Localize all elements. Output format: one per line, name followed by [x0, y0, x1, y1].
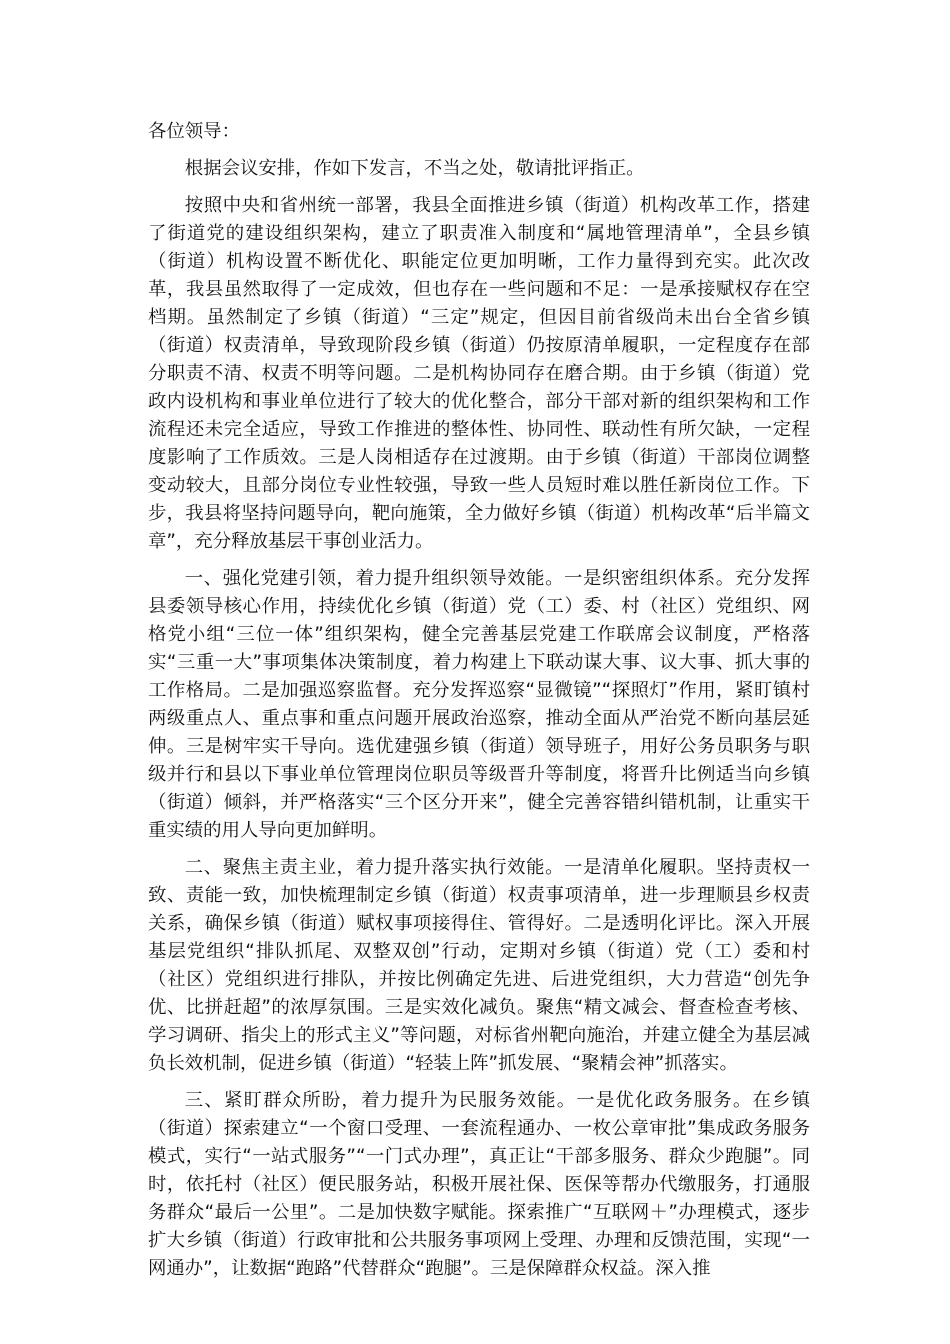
section-one-paragraph: 一、强化党建引领，着力提升组织领导效能。一是织密组织体系。充分发挥县委领导核心作用，持续优化乡镇（街道）党（工）委、村（社区）党组织、网格党小组“三位一体”组织架构，健全完善基层党建工作联席会议制度，严格落实“三重一大”事项集体决策制度，着力构建上下联动谋大事、议大事、抓大事的工作格局。二是加强巡察监督。充分发挥巡察“显微镜”“探照灯”作用，紧盯镇村两级重点人、重点事和重点问题开展政治巡察，推动全面从严治党不断向基层延伸。三是树牢实干导向。选优建强乡镇（街道）领导班子，用好公务员职务与职级并行和县以下事业单位管理岗位职员等级晋升等制度，将晋升比例适当向乡镇（街道）倾斜，并严格落实“三个区分开来”，健全完善容错纠错机制，让重实干重实绩的用人导向更加鲜明。 [148, 568, 810, 841]
background-paragraph: 按照中央和省州统一部署，我县全面推进乡镇（街道）机构改革工作，搭建了街道党的建设组织架构，建立了职责准入制度和“属地管理清单”，全县乡镇（街道）机构设置不断优化、职能定位更加明晰，工作力量得到充实。此次改革，我县虽然取得了一定成效，但也存在一些问题和不足：一是承接赋权存在空档期。虽然制定了乡镇（街道）“三定”规定，但因目前省级尚未出台全省乡镇（街道）权责清单，导致现阶段乡镇（街道）仍按原清单履职，一定程度存在部分职责不清、权责不明等问题。二是机构协同存在磨合期。由于乡镇（街道）党政内设机构和事业单位进行了较大的优化整合，部分干部对新的组织架构和工作流程还未完全适应，导致工作推进的整体性、协同性、联动性有所欠缺，一定程度影响了工作质效。三是人岗相适存在过渡期。由于乡镇（街道）干部岗位调整变动较大，且部分岗位专业性较强，导致一些人员短时难以胜任新岗位工作。下步，我县将坚持问题导向，靶向施策，全力做好乡镇（街道）机构改革“后半篇文章”，充分释放基层干事创业活力。 [148, 195, 810, 552]
section-two-paragraph: 二、聚焦主责主业，着力提升落实执行效能。一是清单化履职。坚持责权一致、责能一致，加快梳理制定乡镇（街道）权责事项清单，进一步理顺县乡权责关系，确保乡镇（街道）赋权事项接得住、管得好。二是透明化评比。深入开展基层党组织“排队抓尾、双整双创”行动，定期对乡镇（街道）党（工）委和村（社区）党组织进行排队，并按比例确定先进、后进党组织，大力营造“创先争优、比拼赶超”的浓厚氛围。三是实效化减负。聚焦“精文减会、督查检查考核、学习调研、指尖上的形式主义”等问题，对标省州靶向施治，并建立健全为基层减负长效机制，促进乡镇（街道）“轻装上阵”抓发展、“聚精会神”抓落实。 [148, 857, 810, 1074]
section-three-paragraph: 三、紧盯群众所盼，着力提升为民服务效能。一是优化政务服务。在乡镇（街道）探索建立“一个窗口受理、一套流程通办、一枚公章审批”集成政务服务模式，实行“一站式服务”“一门式办理”，真正让“干部多服务、群众少跑腿”。同时，依托村（社区）便民服务站，积极开展社保、医保等帮办代缴服务，打通服务群众“最后一公里”。二是加快数字赋能。探索推广“互联网＋”办理模式，逐步扩大乡镇（街道）行政审批和公共服务事项网上受理、办理和反馈范围，实现“一网通办”，让数据“跑路”代替群众“跑腿”。三是保障群众权益。深入推 [148, 1090, 810, 1279]
salutation: 各位领导： [148, 121, 240, 142]
document-body [148, 118, 810, 1292]
intro-paragraph: 根据会议安排，作如下发言，不当之处，敬请批评指正。 [184, 158, 645, 179]
